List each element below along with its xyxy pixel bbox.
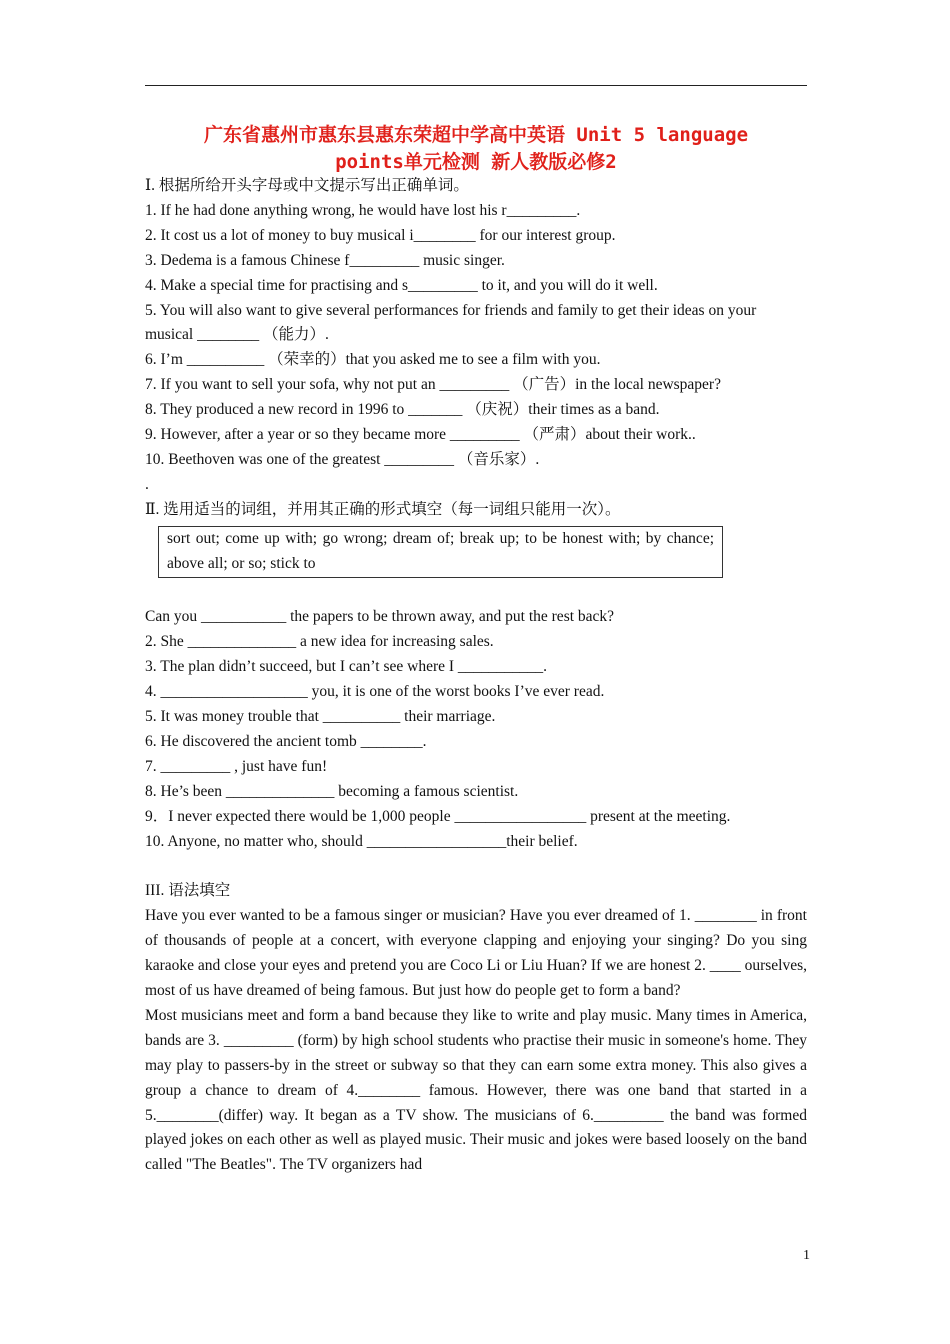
section2-item: 6. He discovered the ancient tomb ________. [145, 732, 427, 750]
section1-heading: Ⅰ. 根据所给开头字母或中文提示写出正确单词。 [145, 177, 469, 194]
section1-item: 8. They produced a new record in 1996 to _______ （庆祝）their times as a band. [145, 401, 660, 419]
section2-item: 10. Anyone, no matter who, should __________________their belief. [145, 832, 578, 850]
section1-item: 6. I’m __________ （荣幸的）that you asked me to see a film with you. [145, 351, 601, 369]
section2-item: 4. ___________________ you, it is one of the worst books I’ve ever read. [145, 683, 605, 701]
section2-heading: Ⅱ. 选用适当的词组，并用其正确的形式填空（每一词组只能用一次）。 [145, 500, 621, 518]
section1-item: 4. Make a special time for practising and s_________ to it, and you will do it well. [145, 276, 658, 294]
document-body [145, 174, 807, 1178]
page-title [145, 122, 807, 176]
section1-item: 10. Beethoven was one of the greatest _________ （音乐家）. [145, 450, 540, 468]
title-line-2: points单元检测 新人教版必修2 [335, 151, 617, 173]
section1-item: 9. However, after a year or so they became more _________ （严肃）about their work.. [145, 426, 696, 444]
section1-item: 5. You will also want to give several performances for friends and family to get their ideas on your [145, 301, 757, 319]
section1-item: 7. If you want to sell your sofa, why not put an _________ （广告）in the local newspaper? [145, 376, 721, 394]
section1-item: musical ________ （能力）. [145, 326, 329, 344]
section1-item: 2. It cost us a lot of money to buy musical i________ for our interest group. [145, 226, 616, 244]
spacer [145, 854, 807, 879]
title-line-1: 广东省惠州市惠东县惠东荣超中学高中英语 Unit 5 language [203, 124, 749, 146]
section2-item: 9．I never expected there would be 1,000 people _________________ present at the meeting. [145, 807, 731, 825]
passage-paragraph-2: Most musicians meet and form a band because they like to write and play music. Many times in America, bands are 3. _________ (form) by high school students who practise their music in someone's home. They may play to passers-by in the street or subway so that they can earn some extra money. This also gives a group a chance to dream of 4.________ famous. However, there was one band that started in a 5.________(differ) way. It began as a TV show. The musicians of 6._________ the band was formed played jokes on each other as well as played music. Their music and jokes were based loosely on the band called "The Beatles". The TV organizers had [145, 1006, 807, 1174]
section2-item: 7. _________ , just have fun! [145, 757, 328, 775]
section2-item: 3. The plan didn’t succeed, but I can’t see where I ___________. [145, 658, 548, 676]
section3-heading: III. 语法填空 [145, 882, 231, 900]
section1-item: 1. If he had done anything wrong, he would have lost his r_________. [145, 201, 581, 219]
page-number: 1 [803, 1248, 810, 1263]
section1-item: . [145, 475, 149, 493]
section2-item: 2. She ______________ a new idea for increasing sales. [145, 633, 494, 651]
phrase-box: sort out; come up with; go wrong; dream of; break up; to be honest with; by chance; above all; or so; stick to [158, 526, 723, 578]
passage-paragraph-1: Have you ever wanted to be a famous singer or musician? Have you ever dreamed of 1. ________ in front of thousands of people at a concert, with everyone clapping and enjoying your singing? Do you sing karaoke and close your eyes and pretend you are Coco Li or Liu Huan? If we are honest 2. ____ ourselves, most of us have dreamed of being famous. But just how do people get to form a band? [145, 907, 807, 999]
section1-item: 3. Dedema is a famous Chinese f_________ music singer. [145, 251, 505, 269]
section2-item: 5. It was money trouble that __________ their marriage. [145, 708, 496, 726]
section2-item: Can you ___________ the papers to be thrown away, and put the rest back? [145, 608, 615, 626]
spacer [145, 581, 807, 606]
section2-item: 8. He’s been ______________ becoming a famous scientist. [145, 782, 519, 800]
header-rule [145, 85, 807, 86]
